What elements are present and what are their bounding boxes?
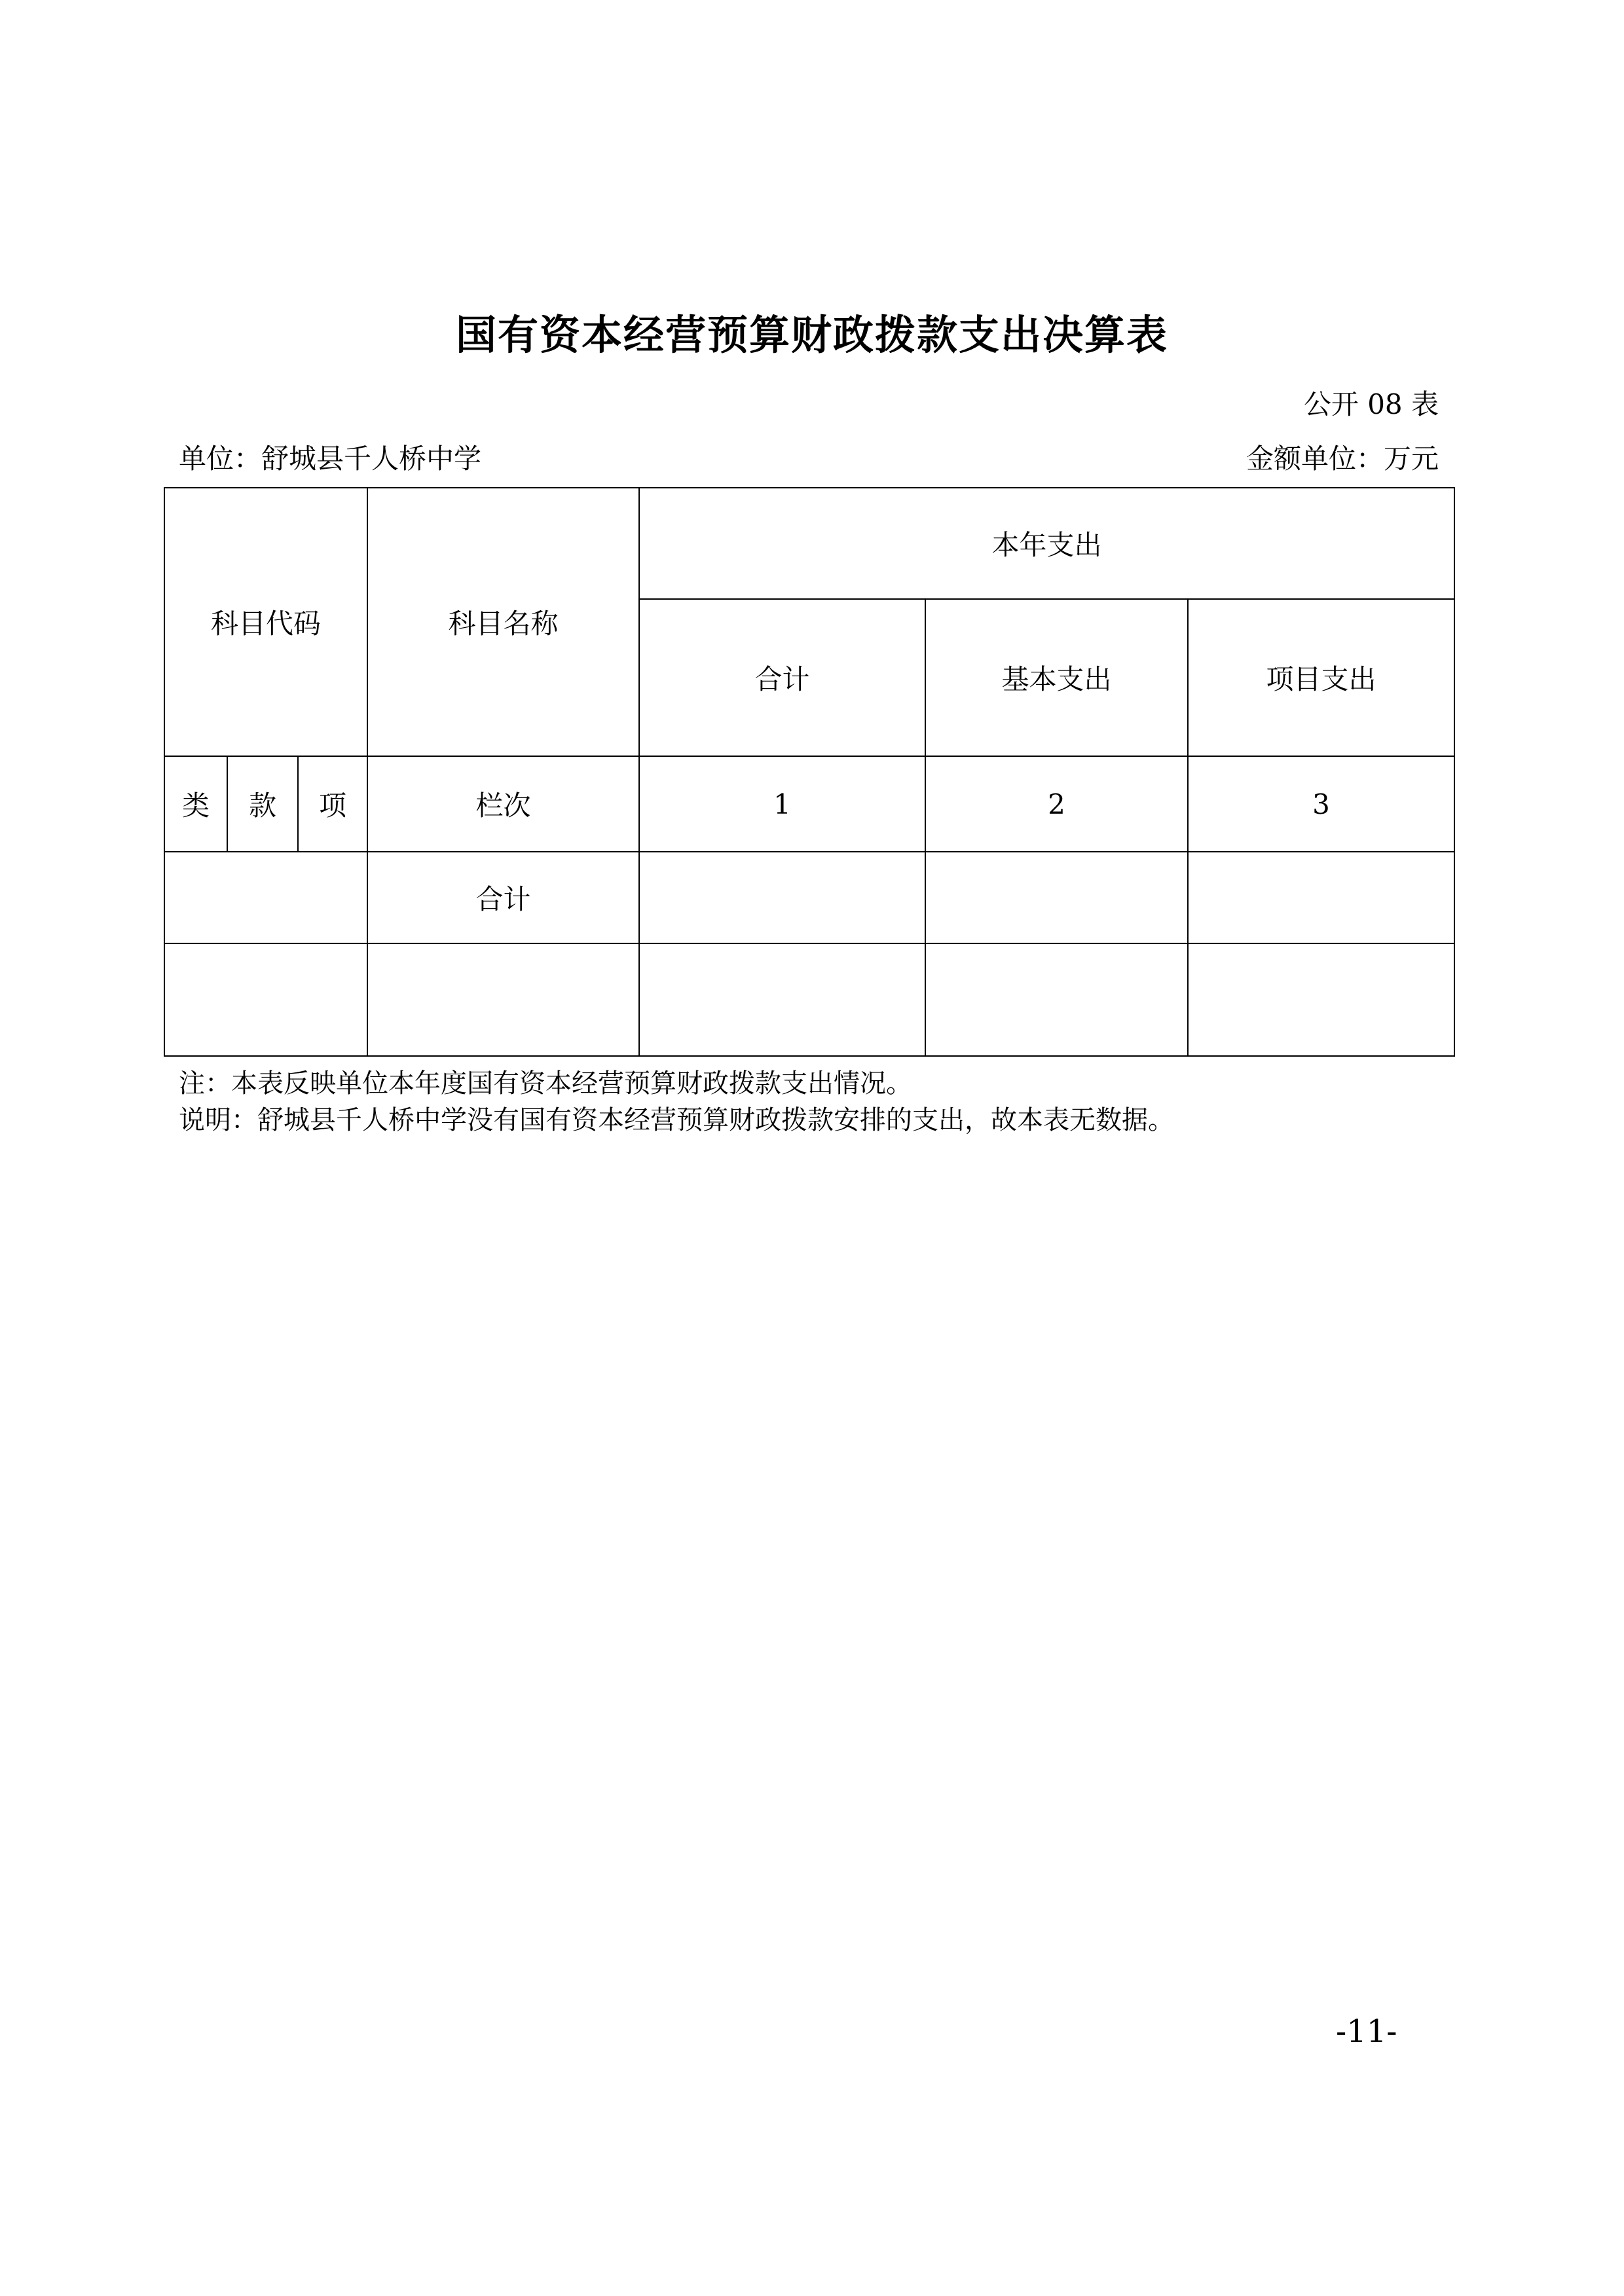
page-title: 国有资本经营预算财政拨款支出决算表 bbox=[455, 311, 1168, 359]
empty-row-total bbox=[639, 943, 925, 1056]
header-subject-name: 科目名称 bbox=[367, 488, 639, 756]
header-total: 合计 bbox=[639, 599, 925, 756]
unit-label: 单位：舒城县千人桥中学 bbox=[179, 443, 482, 475]
total-row-code bbox=[164, 852, 367, 943]
header-subject-code: 科目代码 bbox=[164, 488, 367, 756]
table-row bbox=[164, 943, 1454, 1056]
index-item: 项 bbox=[298, 756, 367, 852]
index-col-2: 2 bbox=[925, 756, 1188, 852]
index-section: 款 bbox=[227, 756, 298, 852]
total-row-total bbox=[639, 852, 925, 943]
total-row-basic bbox=[925, 852, 1188, 943]
empty-row-project bbox=[1188, 943, 1454, 1056]
amount-unit-label: 金额单位：万元 bbox=[1246, 443, 1439, 475]
empty-row-name bbox=[367, 943, 639, 1056]
table-explanation: 说明：舒城县千人桥中学没有国有资本经营预算财政拨款安排的支出，故本表无数据。 bbox=[179, 1105, 1174, 1135]
header-project-expenditure: 项目支出 bbox=[1188, 599, 1454, 756]
header-current-year-expenditure: 本年支出 bbox=[639, 488, 1454, 599]
index-col-1: 1 bbox=[639, 756, 925, 852]
form-code: 公开 08 表 bbox=[1303, 388, 1439, 420]
index-column-label: 栏次 bbox=[367, 756, 639, 852]
header-basic-expenditure: 基本支出 bbox=[925, 599, 1188, 756]
table-note: 注：本表反映单位本年度国有资本经营预算财政拨款支出情况。 bbox=[179, 1068, 912, 1099]
empty-row-code bbox=[164, 943, 367, 1056]
notes bbox=[179, 1065, 1174, 1139]
table-row bbox=[164, 852, 1454, 943]
empty-row-basic bbox=[925, 943, 1188, 1056]
index-class: 类 bbox=[164, 756, 227, 852]
total-row-label: 合计 bbox=[367, 852, 639, 943]
page-number: -11- bbox=[1336, 2013, 1397, 2050]
index-col-3: 3 bbox=[1188, 756, 1454, 852]
total-row-project bbox=[1188, 852, 1454, 943]
expenditure-table bbox=[164, 487, 1455, 1057]
table-row bbox=[164, 756, 1454, 852]
